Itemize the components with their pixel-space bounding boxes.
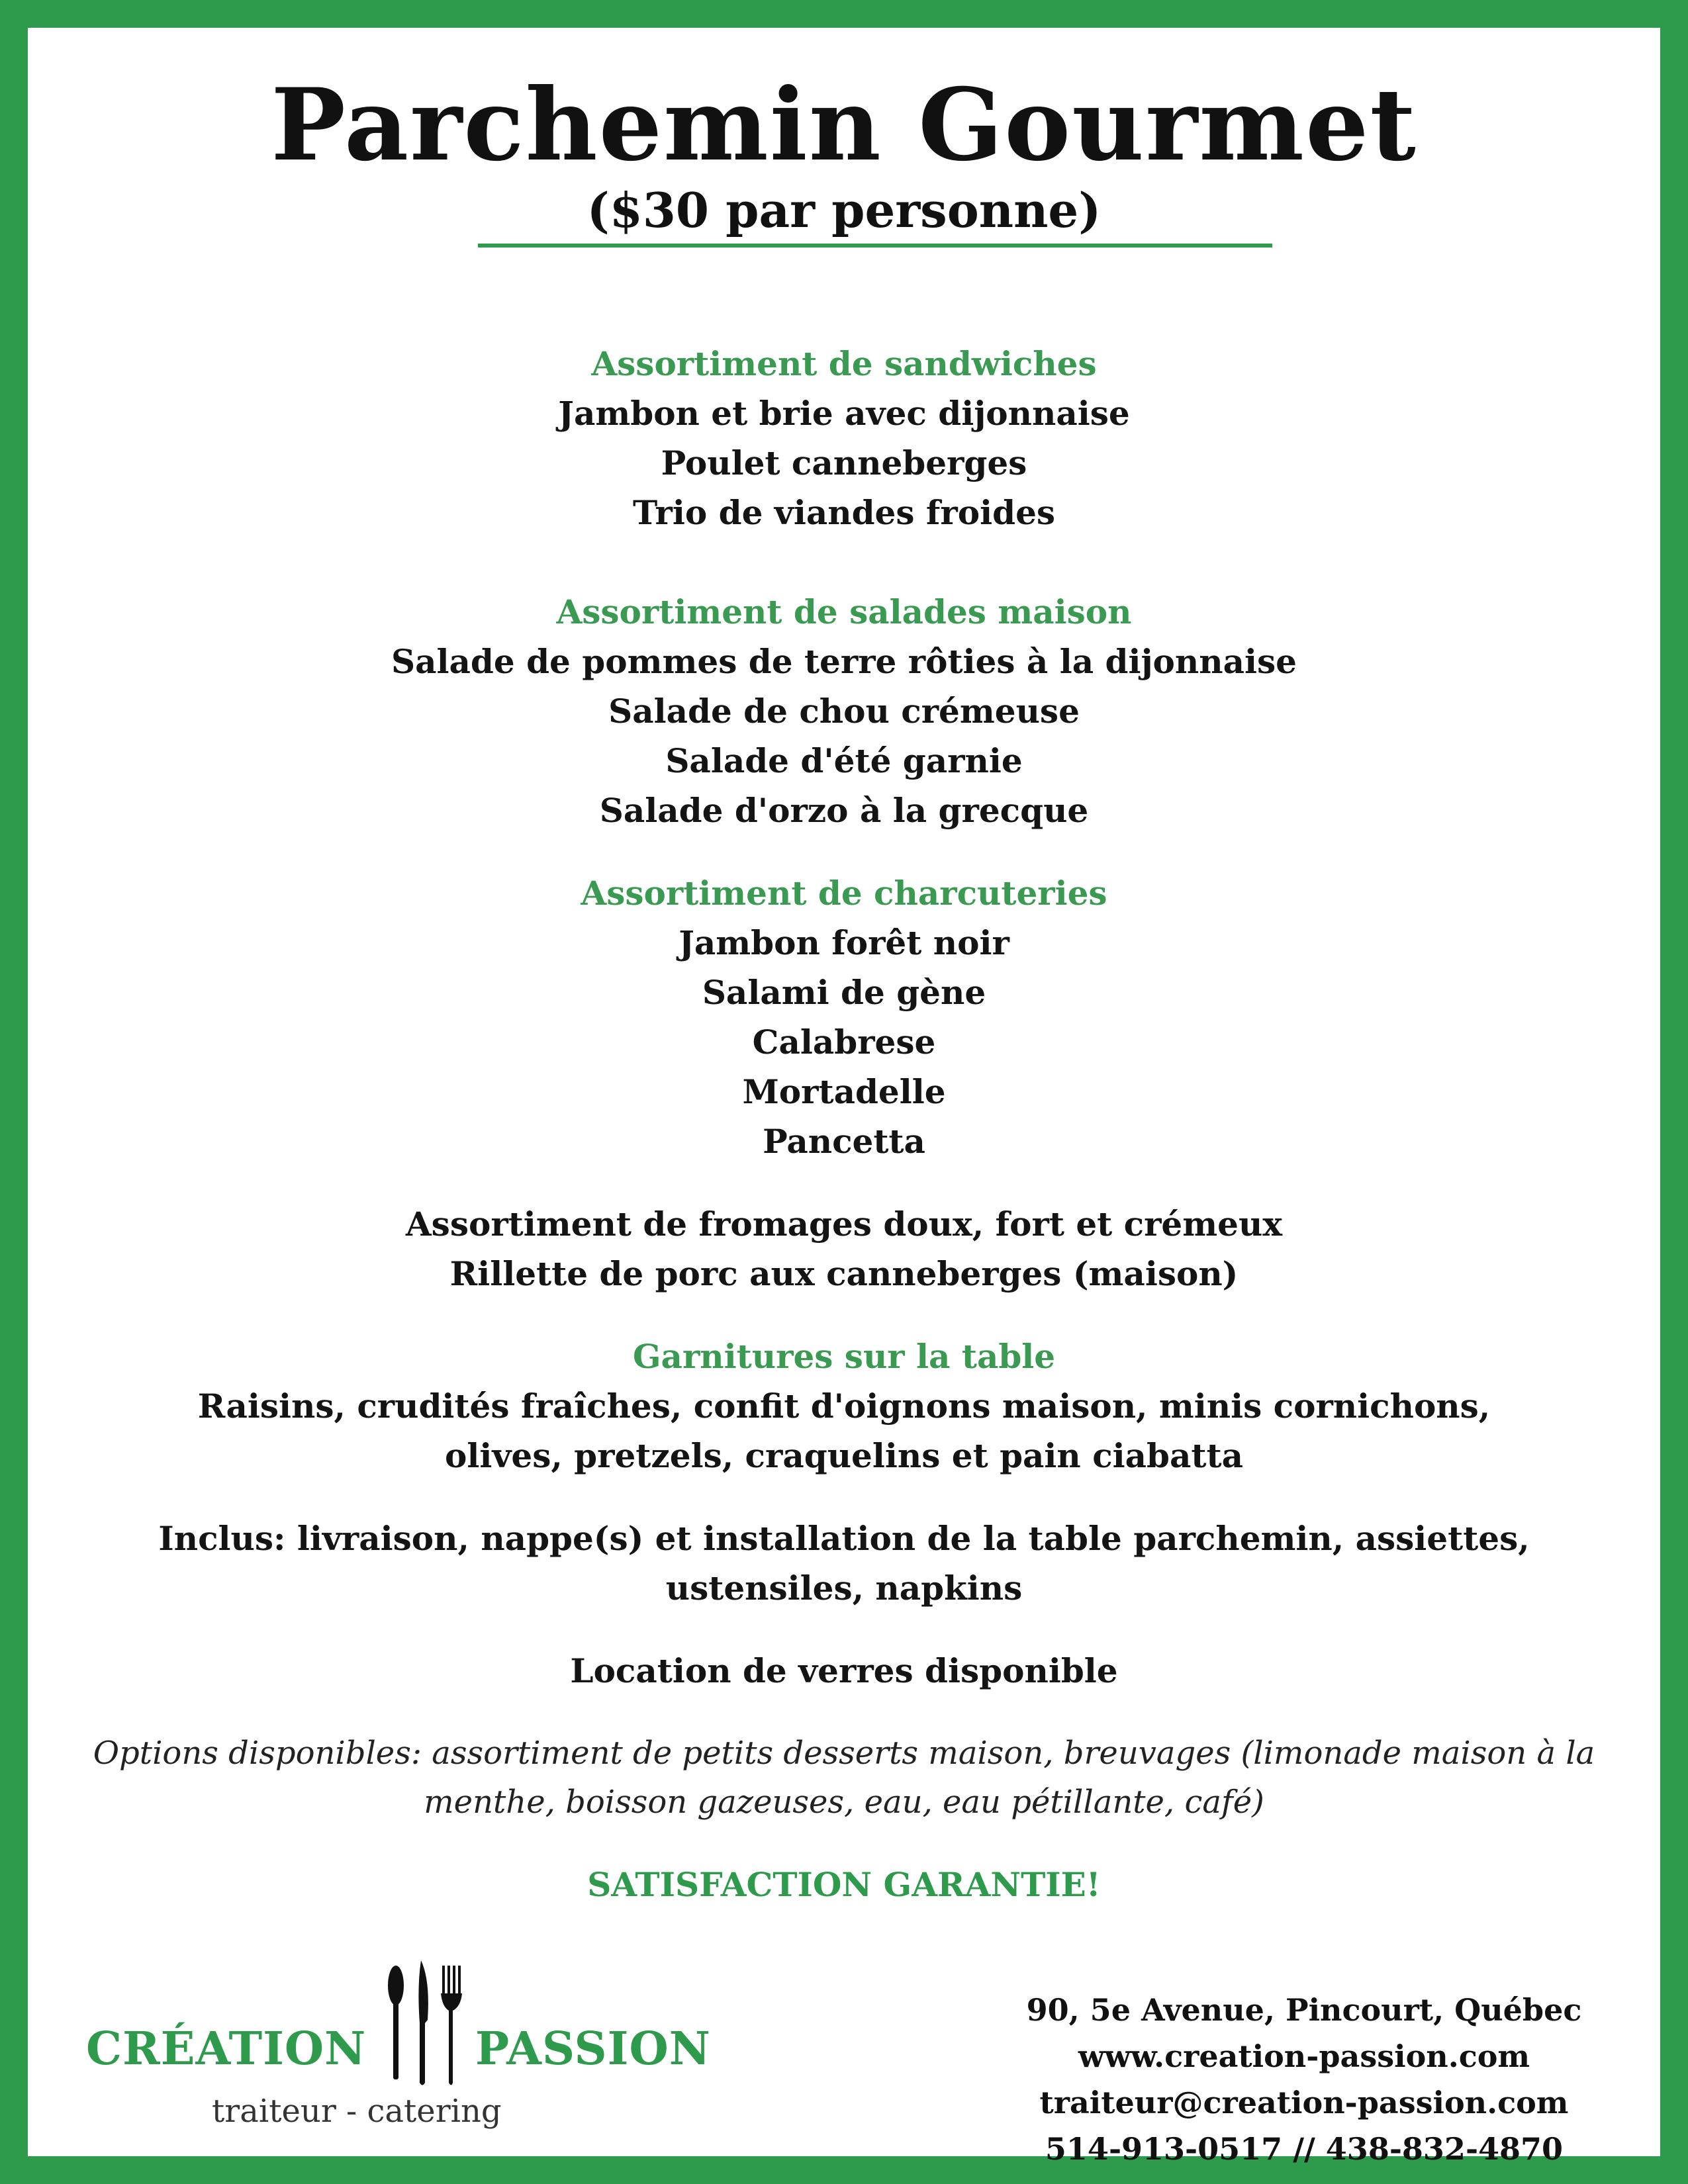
options-block (28, 1729, 1660, 1827)
options-line: Options disponibles: assortiment de petits desserts maison, breuvages (limonade maison à la (93, 1735, 1595, 1772)
inclus-block (28, 1514, 1660, 1613)
menu-item: Salade de pommes de terre rôties à la dijonnaise (391, 642, 1297, 681)
menu-item: Salade d'été garnie (665, 741, 1023, 780)
logo-text-left: CRÉATION (86, 2023, 367, 2075)
menu-item: Calabrese (752, 1023, 936, 1062)
menu-item: Salade d'orzo à la grecque (599, 791, 1089, 830)
menu-item: Salade de chou crémeuse (608, 692, 1080, 731)
utensils-icon (384, 1960, 463, 2093)
website-link[interactable]: www.creation-passion.com (1078, 2038, 1530, 2074)
menu-item: Poulet canneberges (661, 443, 1027, 482)
menu-body (28, 339, 1660, 1909)
menu-item: Jambon et brie avec dijonnaise (558, 394, 1130, 433)
footer (28, 1960, 1660, 2167)
section-title: Garnitures sur la table (632, 1337, 1056, 1376)
inclus-line: Inclus: livraison, nappe(s) et installation de la table parchemin, assiettes, (158, 1519, 1530, 1558)
company-logo (86, 1960, 711, 2159)
email-link[interactable]: traiteur@creation-passion.com (1039, 2085, 1569, 2120)
section-title: Assortiment de charcuteries (581, 874, 1107, 913)
guarantee-text: SATISFACTION GARANTIE! (587, 1865, 1101, 1904)
menu-item: Trio de viandes froides (632, 493, 1056, 532)
garnitures-line: olives, pretzels, craquelins et pain ciabatta (445, 1436, 1243, 1475)
section-salades (28, 587, 1660, 835)
section-garnitures (28, 1332, 1660, 1480)
section-charcuteries (28, 868, 1660, 1166)
phone-numbers: 514-913-0517 // 438-832-4870 (1045, 2131, 1564, 2167)
section-title: Assortiment de sandwiches (591, 344, 1097, 383)
inclus-line: ustensiles, napkins (665, 1569, 1023, 1608)
address: 90, 5e Avenue, Pincourt, Québec (1026, 1992, 1582, 2028)
menu-item: Jambon forêt noir (679, 923, 1009, 962)
section-title: Assortiment de salades maison (556, 592, 1132, 631)
section-sandwiches (28, 339, 1660, 537)
menu-item: Rillette de porc aux canneberges (maison) (449, 1254, 1239, 1293)
contact-info (1006, 1987, 1602, 2172)
menu-item: Pancetta (763, 1122, 925, 1161)
title-divider (478, 244, 1272, 248)
page-title: Parchemin Gourmet (271, 67, 1417, 183)
menu-item: Assortiment de fromages doux, fort et crémeux (405, 1205, 1283, 1244)
menu-item: Salami de gène (702, 973, 986, 1012)
options-line: menthe, boisson gazeuses, eau, eau pétillante, café) (424, 1784, 1264, 1821)
logo-tagline: traiteur - catering (212, 2093, 502, 2130)
section-fromages (28, 1199, 1660, 1298)
menu-item: Mortadelle (742, 1072, 946, 1111)
location-note: Location de verres disponible (570, 1651, 1118, 1690)
logo-text-right: PASSION (475, 2023, 711, 2075)
price-subtitle: ($30 par personne) (586, 182, 1102, 238)
garnitures-line: Raisins, crudités fraîches, confit d'oignons maison, minis cornichons, (197, 1387, 1491, 1426)
